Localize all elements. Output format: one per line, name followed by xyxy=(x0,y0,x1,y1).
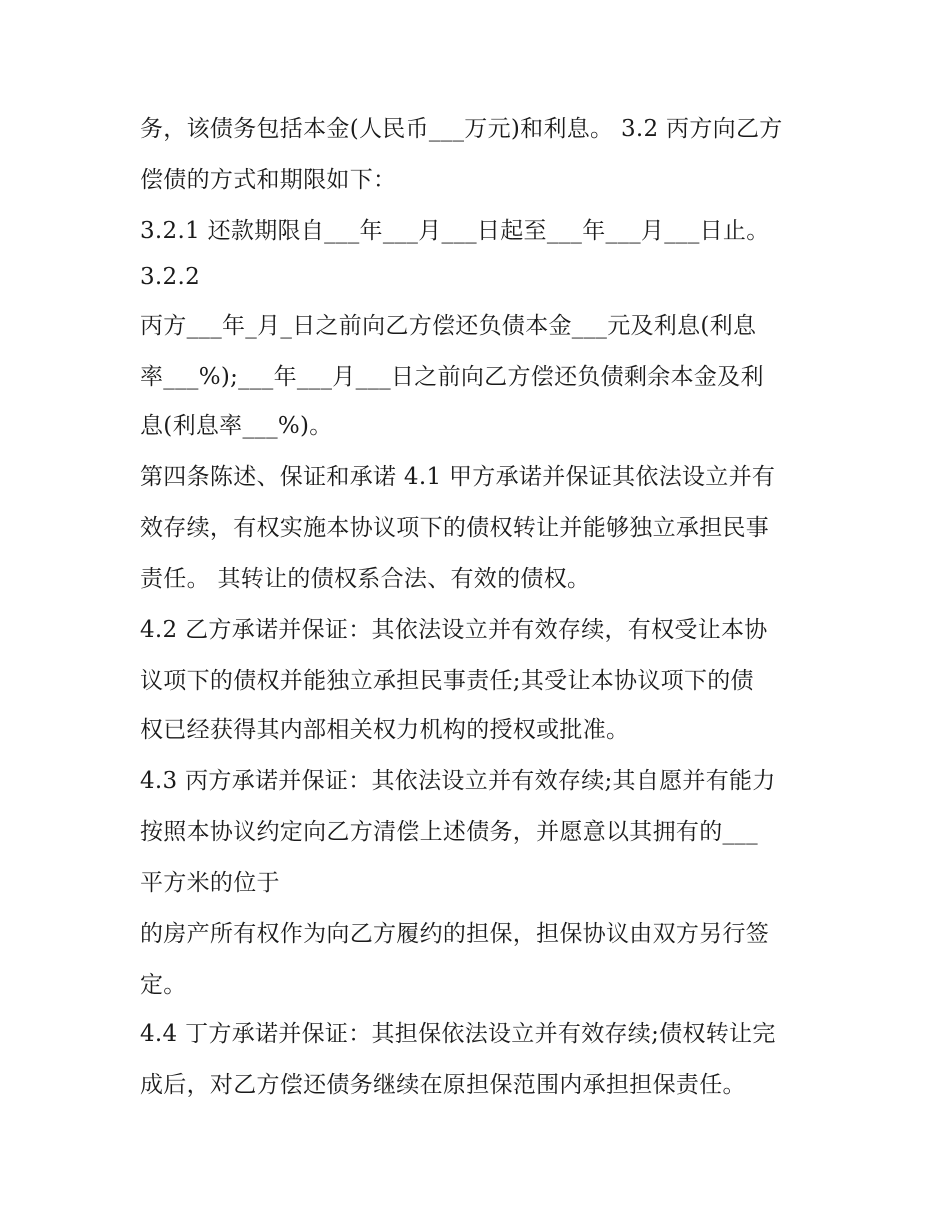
text-line: 丙方___年_月_日之前向乙方偿还负债本金___元及利息(利息 xyxy=(140,313,757,339)
text-line: 按照本协议约定向乙方清偿上述债务，并愿意以其拥有的___ xyxy=(140,819,758,845)
text-line: 定。 xyxy=(140,972,187,998)
text-line: 效存续，有权实施本协议项下的债权转让并能够独立承担民事 xyxy=(140,515,770,541)
text-line: 责任。 其转让的债权系合法、有效的债权。 xyxy=(140,566,591,592)
text-line: 务，该债务包括本金(人民币___万元)和利息。 3.2 丙方向乙方 xyxy=(140,116,783,142)
text-line: 4.4 丁方承诺并保证：其担保依法设立并有效存续;债权转让完 xyxy=(140,1021,776,1047)
text-line: 的房产所有权作为向乙方履约的担保，担保协议由双方另行签 xyxy=(140,921,770,947)
text-line: 平方米的位于 xyxy=(140,870,280,896)
text-line: 第四条陈述、保证和承诺 4.1 甲方承诺并保证其依法设立并有 xyxy=(140,464,776,490)
text-line: 3.2.1 还款期限自___年___月___日起至___年___月___日止。 xyxy=(140,218,770,244)
text-line: 4.3 丙方承诺并保证：其依法设立并有效存续;其自愿并有能力 xyxy=(140,768,776,794)
text-line: 3.2.2 xyxy=(140,264,201,290)
text-line: 议项下的债权并能独立承担民事责任;其受让本协议项下的债 xyxy=(140,668,754,694)
text-line: 率___%);___年___月___日之前向乙方偿还负债剩余本金及利 xyxy=(140,364,764,390)
text-line: 4.2 乙方承诺并保证：其依法设立并有效存续，有权受让本协 xyxy=(140,617,768,643)
text-line: 权已经获得其内部相关权力机构的授权或批准。 xyxy=(140,717,630,743)
text-line: 息(利息率___%)。 xyxy=(140,413,333,439)
text-line: 偿债的方式和期限如下： xyxy=(140,167,397,193)
text-line: 成后，对乙方偿还债务继续在原担保范围内承担担保责任。 xyxy=(140,1072,746,1098)
